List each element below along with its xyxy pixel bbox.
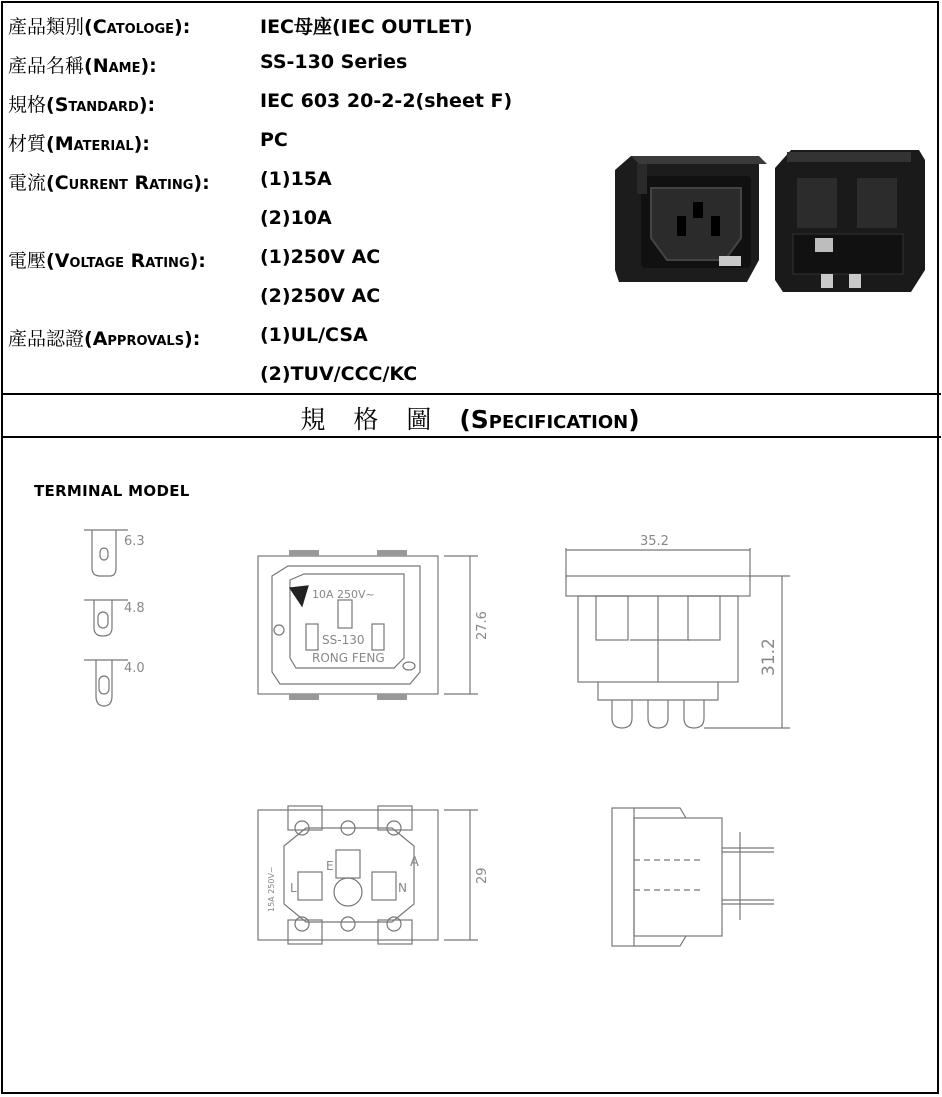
spec-label-zh: 電流: [8, 172, 47, 194]
spec-value: IEC母座(IEC OUTLET): [260, 16, 473, 38]
spec-value: (1)15A: [260, 168, 332, 190]
terminal-4-0: [84, 660, 128, 706]
spec-label-en: (Catologe):: [84, 16, 191, 38]
spec-label-zh: 產品認證: [8, 328, 85, 350]
end-view: [612, 808, 774, 946]
spec-label-zh: 電壓: [8, 250, 47, 272]
section-title-en: (Specification): [459, 405, 640, 434]
rear-rating: 15A 250V~: [267, 866, 276, 912]
spec-label-en: (Voltage Rating):: [46, 250, 206, 272]
spec-value: (2)250V AC: [260, 285, 381, 307]
face-brand: RONG FENG: [312, 651, 385, 665]
spec-value: (1)UL/CSA: [260, 324, 368, 346]
spec-value: (2)10A: [260, 207, 332, 229]
terminal-label-3: 4.0: [124, 661, 145, 676]
rear-a: A: [410, 855, 419, 870]
rear-view: [258, 806, 478, 944]
section-title-zh: 規格圖: [300, 405, 460, 434]
spec-label-zh: 規格: [8, 94, 47, 116]
terminal-model-label: TERMINAL MODEL: [34, 482, 190, 500]
dim-side-height: 31.2: [759, 638, 779, 676]
dim-front-height: 27.6: [475, 611, 490, 640]
spec-label-zh: 產品名稱: [8, 55, 85, 77]
spec-label-en: (Approvals):: [84, 328, 201, 350]
rear-line: L: [290, 881, 297, 895]
spec-label-en: (Material):: [46, 133, 150, 155]
front-view: [258, 550, 478, 700]
spec-value: (1)250V AC: [260, 246, 381, 268]
spec-value: SS-130 Series: [260, 51, 408, 73]
spec-label-en: (Current Rating):: [46, 172, 210, 194]
dim-side-width: 35.2: [640, 534, 669, 549]
dim-rear-height: 29: [475, 867, 490, 884]
terminal-label-2: 4.8: [124, 601, 145, 616]
spec-label-zh: 材質: [8, 133, 47, 155]
face-model: SS-130: [322, 633, 365, 647]
spec-value: (2)TUV/CCC/KC: [260, 363, 418, 385]
terminal-6-3: [84, 530, 128, 576]
spec-label-zh: 產品類別: [8, 16, 85, 38]
terminal-4-8: [84, 600, 128, 636]
spec-value: PC: [260, 129, 288, 151]
spec-label-en: (Standard):: [46, 94, 156, 116]
terminal-label-1: 6.3: [124, 534, 145, 549]
spec-value: IEC 603 20-2-2(sheet F): [260, 90, 513, 112]
side-view: [566, 548, 790, 728]
face-rating: 10A 250V~: [312, 588, 375, 601]
rear-earth: E: [326, 859, 334, 873]
rear-neutral: N: [398, 881, 407, 895]
spec-label-en: (Name):: [84, 55, 157, 77]
